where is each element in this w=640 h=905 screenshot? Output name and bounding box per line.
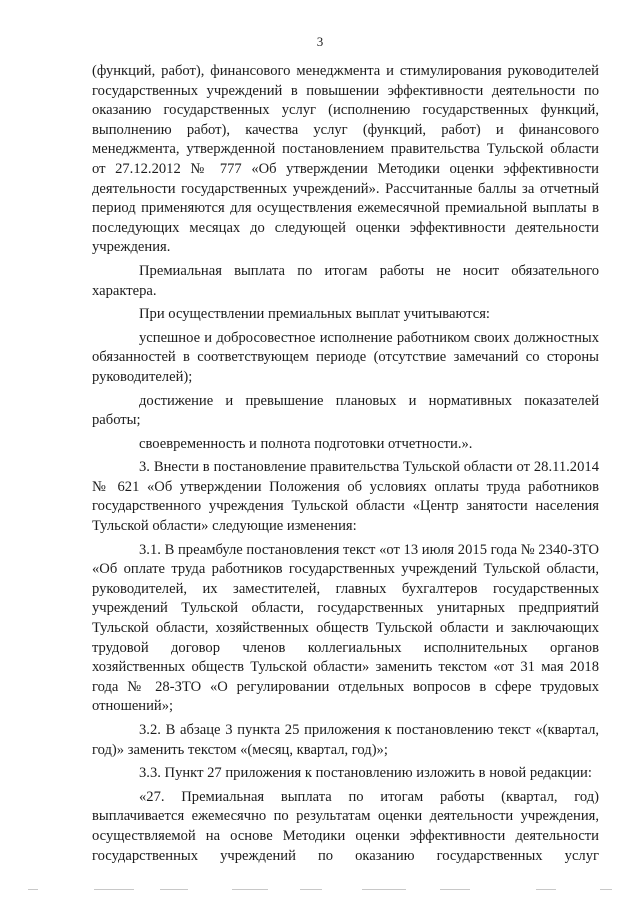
paragraph-criterion-duties: успешное и добросовестное исполнение работником своих должностных обязанностей в соответствующем периоде (отсутствие замечаний со стороны руководителей); <box>92 329 599 385</box>
paragraph-continuation: (функций, работ), финансового менеджмента и стимулирования руководителей государственных учреждений в повышении эффективности деятельности по оказанию государственных услуг (исполнению государственных функций, выполнению работ), качества услуг (функций, работ) и финансового менеджмента, утвержденной постановлением правительства Тульской области от 27.12.2012 № 777 «Об утверждении Методики оценки эффективности деятельности государственных учреждений». Рассчитанные баллы за отчетный период применяются для осуществления ежемесячной премиальной выплаты в последующих месяцах до следующей оценки эффективности деятельности учреждения. <box>92 63 599 256</box>
paragraph-criterion-reporting: своевременность и полнота подготовки отчетности.». <box>139 435 473 452</box>
paragraph-item-27: «27. Премиальная выплата по итогам работы (квартал, год) выплачивается ежемесячно по результатам оценки деятельности учреждения, осуществляемой на основе Методики оценки эффективности деятельности государственных учреждений по оказанию государственных услуг <box>92 788 599 864</box>
paragraph-item-3-2: 3.2. В абзаце 3 пункта 25 приложения к постановлению текст «(квартал, год)» заменить текстом «(месяц, квартал, год)»; <box>92 722 599 758</box>
paragraph-criterion-targets: достижение и превышение плановых и нормативных показателей работы; <box>92 392 599 429</box>
document-body <box>92 62 599 870</box>
scan-artifact-line <box>0 889 640 893</box>
paragraph-bonus-not-mandatory: Премиальная выплата по итогам работы не носит обязательного характера. <box>92 262 599 299</box>
paragraph-item-3-1: 3.1. В преамбуле постановления текст «от 13 июля 2015 года № 2340-ЗТО «Об оплате труда работников государственных учреждений Тульской области, руководителей, их заместителей, главных бухгалтеров государственных учреждений Тульской области, государственных унитарных предприятий Тульской области, хозяйственных обществ Тульской области и заключающих трудовой договор членов коллегиальных исполнительных органов хозяйственных обществ Тульской области» заменить текстом «от 31 мая 2018 года № 28-ЗТО «О регулировании отдельных вопросов в сфере трудовых отношений»; <box>92 541 599 715</box>
paragraph-bonus-criteria-intro: При осуществлении премиальных выплат учитываются: <box>139 306 490 323</box>
paragraph-item-3-3: 3.3. Пункт 27 приложения к постановлению изложить в новой редакции: <box>139 765 592 782</box>
page-number: 3 <box>316 34 324 49</box>
paragraph-item-3: 3. Внести в постановление правительства Тульской области от 28.11.2014 № 621 «Об утверждении Положения об условиях оплаты труда работников государственного учреждения Тульской области «Центр занятости населения Тульской области» следующие изменения: <box>92 459 599 535</box>
